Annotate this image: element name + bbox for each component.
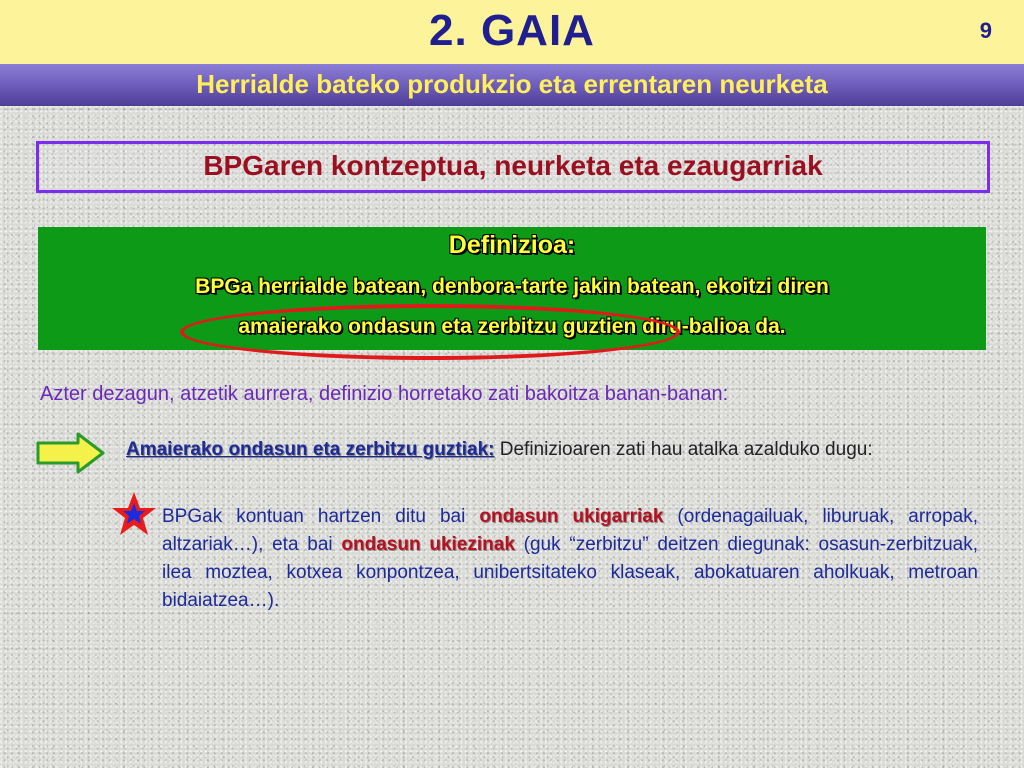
slide-title: 2. GAIA (429, 6, 595, 55)
item-paragraph (126, 436, 984, 463)
bullet-text-1: BPGak kontuan hartzen ditu bai (162, 506, 480, 527)
highlight-tangible-goods: ondasun ukigarriak (479, 506, 664, 527)
right-arrow-icon (36, 432, 106, 479)
definition-line-2: amaierako ondasun eta zerbitzu guztien diru-balioa da. (238, 315, 786, 338)
highlight-intangible-goods: ondasun ukiezinak (341, 534, 515, 555)
title-bar (0, 0, 1024, 64)
page-number: 9 (979, 18, 992, 43)
bullet-text-3: (guk “zerbitzu” deitzen diegunak: osasun-zerbitzuak, ilea moztea, kotxea konpontzea, unibertsitateko klaseak, abokatuaren aholkuak, metroan bidaiatzea…). (162, 534, 978, 611)
definition-heading: Definizioa: (448, 231, 576, 259)
definition-line-1: BPGa herrialde batean, denbora-tarte jakin batean, ekoitzi diren (195, 275, 829, 298)
bullet-text-2: (ordenagailuak, liburuak, arropak, altzariak…), eta bai (162, 506, 978, 555)
slide-subtitle: Herrialde bateko produkzio eta errentaren neurketa (196, 69, 828, 99)
intro-text: Azter dezagun, atzetik aurrera, definizio horretako zati bakoitza banan-banan: (40, 383, 729, 405)
item-text: Definizioaren zati hau atalka azalduko dugu: (494, 439, 873, 460)
section-title-box (36, 141, 990, 193)
subtitle-bar (0, 64, 1024, 106)
bullet-paragraph (162, 503, 978, 615)
item-heading: Amaierako ondasun eta zerbitzu guztiak: (126, 439, 495, 460)
section-title: BPGaren kontzeptua, neurketa eta ezaugarriak (203, 150, 823, 181)
star-icon (110, 490, 158, 543)
highlight-ellipse (180, 304, 680, 360)
